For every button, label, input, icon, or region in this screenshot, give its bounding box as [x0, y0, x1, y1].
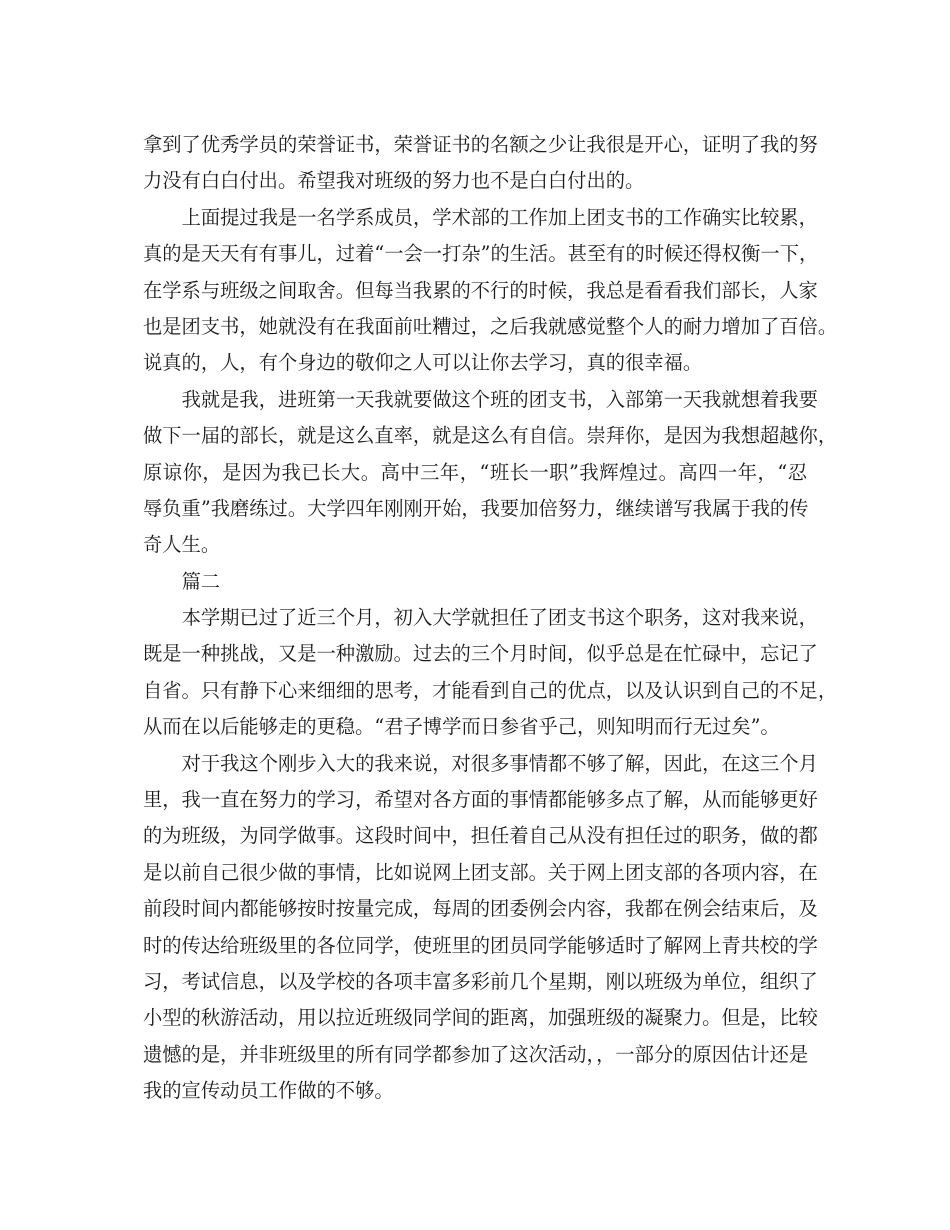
text-line: 真的是天天有有事儿，过着“一会一打杂”的生活。甚至有的时候还得权衡一下， — [143, 242, 819, 266]
text-line: 是以前自己很少做的事情，比如说网上团支部。关于网上团支部的各项内容，在 — [143, 860, 818, 884]
text-line: 篇二 — [181, 569, 221, 593]
text-line: 力没有白白付出。希望我对班级的努力也不是白白付出的。 — [143, 169, 645, 193]
paragraph — [143, 746, 818, 1110]
text-line: 说真的，人，有个身边的敬仰之人可以让你去学习，真的很幸福。 — [143, 351, 703, 375]
paragraph — [143, 127, 818, 200]
text-line: 的为班级，为同学做事。这段时间中，担任着自己从没有担任过的职务，做的都 — [143, 824, 818, 848]
text-line: 对于我这个刚步入大的我来说，对很多事情都不够了解，因此，在这三个月 — [181, 751, 818, 775]
text-line: 上面提过我是一名学系成员，学术部的工作加上团支书的工作确实比较累， — [181, 205, 818, 229]
text-line: 辱负重”我磨练过。大学四年刚刚开始，我要加倍努力，继续谱写我属于我的传 — [143, 496, 809, 520]
text-line: 拿到了优秀学员的荣誉证书，荣誉证书的名额之少让我很是开心，证明了我的努 — [143, 133, 818, 156]
text-line: 原谅你，是因为我已长大。高中三年，“班长一职”我辉煌过。高四一年，“忍 — [143, 460, 807, 484]
text-line: 习，考试信息，以及学校的各项丰富多彩前几个星期，刚以班级为单位，组织了 — [143, 969, 818, 993]
paragraph — [143, 564, 807, 600]
text-line: 在学系与班级之间取舍。但每当我累的不行的时候，我总是看看我们部长，人家 — [143, 278, 818, 302]
text-line: 我的宣传动员工作做的不够。 — [143, 1079, 394, 1103]
text-line: 本学期已过了近三个月，初入大学就担任了团支书这个职务，这对我来说， — [181, 606, 818, 630]
text-line: 做下一届的部长，就是这么直率，就是这么有自信。崇拜你，是因为我想超越你， — [143, 424, 838, 448]
text-line: 奇人生。 — [143, 533, 221, 557]
text-line: 前段时间内都能够按时按量完成，每周的团委例会内容，我都在例会结束后，及 — [143, 897, 818, 921]
text-line: 小型的秋游活动，用以拉近班级同学间的距离，加强班级的凝聚力。但是，比较 — [143, 1006, 818, 1030]
text-line: 既是一种挑战，又是一种激励。过去的三个月时间，似乎总是在忙碌中，忘记了 — [143, 642, 818, 666]
document-body — [143, 127, 838, 1110]
text-line: 遗憾的是，并非班级里的所有同学都参加了这次活动，，一部分的原因估计还是 — [143, 1042, 809, 1066]
paragraph — [143, 382, 838, 564]
text-line: 从而在以后能够走的更稳。“君子博学而日参省乎己，则知明而行无过矣”。 — [143, 715, 780, 739]
text-line: 时的传达给班级里的各位同学，使班里的团员同学能够适时了解网上青共校的学 — [143, 933, 818, 957]
text-line: 里，我一直在努力的学习，希望对各方面的事情都能够多点了解，从而能够更好 — [143, 788, 818, 812]
text-line: 自省。只有静下心来细细的思考，才能看到自己的优点，以及认识到自己的不足， — [143, 678, 838, 702]
text-line: 也是团支书，她就没有在我面前吐糟过，之后我就感觉整个人的耐力增加了百倍。 — [143, 314, 838, 338]
text-line: 我就是我，进班第一天我就要做这个班的团支书，入部第一天我就想着我要 — [181, 387, 818, 411]
paragraph — [143, 600, 838, 746]
paragraph — [143, 200, 838, 382]
